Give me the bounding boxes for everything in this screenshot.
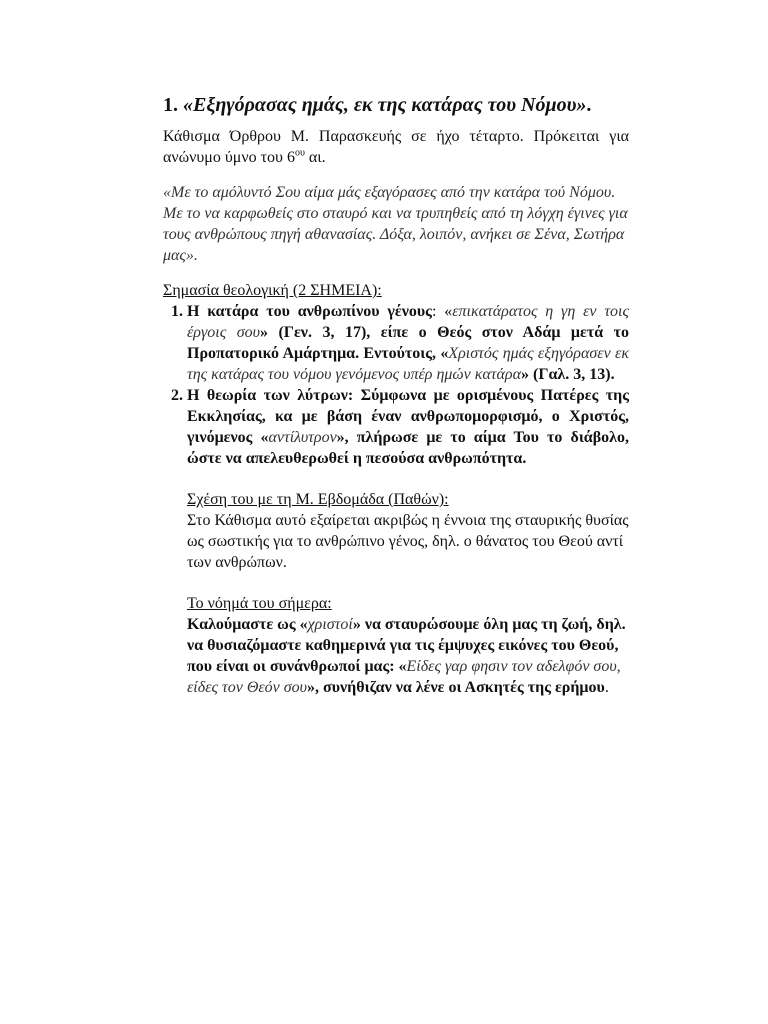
point1-quote-genesis: επικατάρατος η γη εν τοις έργοις σου [187, 303, 629, 341]
point1-label: Η κατάρα του ανθρωπίνου γένους [187, 303, 432, 320]
point1-text: » (Γεν. 3, 17), είπε ο Θεός στον Αδάμ μετά το Προπατορικό Αμάρτημα. Εντούτοις, « [187, 324, 629, 362]
holyweek-text: Στο Κάθισμα αυτό εξαίρεται ακριβώς η έννοια της σταυρικής θυσίας ως σωστικής για το ανθρώπινο γένος, δηλ. ο θάνατος του Θεού αντί των ανθρώπων. [187, 512, 629, 571]
hymn-translation: «Με το αμόλυντό Σου αίμα μάς εξαγόρασες από την κατάρα τού Νόμου. Με το να καρφωθείς στο σταυρό και να τρυπηθείς από τη λόγχη έγινες για τους ανθρώπους πηγή αθανασίας. Δόξα, λοιπόν, ανήκει σε Σένα, Σωτήρα μας». [163, 184, 628, 264]
holyweek-heading: Σχέση του με τη Μ. Εβδομάδα (Παθών): [187, 491, 449, 508]
today-text-a: Καλούμαστε ως « [187, 616, 308, 633]
theology-points-list [163, 301, 629, 469]
intro-superscript: ου [294, 147, 305, 159]
theology-point-curse [187, 301, 629, 385]
today-period: . [604, 679, 609, 696]
point1-reference: » (Γαλ. 3, 13). [520, 366, 615, 383]
today-text-e: », συνήθιζαν να λένε οι Ασκητές της ερήμου [307, 679, 605, 696]
point2-quote-ransom: αντίλυτρον [268, 429, 337, 446]
today-quote-ascetics: Είδες γαρ φησιν τον αδελφόν σου, είδες τον Θεόν σου [187, 658, 621, 696]
today-heading: Το νόημά του σήμερα: [187, 595, 332, 612]
intro-paragraph [163, 126, 629, 168]
theology-point-ransom [187, 385, 629, 469]
point1-colon: : « [431, 303, 453, 320]
intro-text: Κάθισμα Όρθρου Μ. Παρασκευής σε ήχο τέταρτο. Πρόκειται για ανώνυμο ύμνο του 6 [163, 128, 629, 166]
intro-tail: αι. [304, 149, 326, 166]
holyweek-section [187, 489, 629, 573]
title-quote: «Εξηγόρασας ημάς, εκ της κατάρας του Νόμου» [183, 94, 587, 116]
point1-quote-galatians: Χριστός ημάς εξηγόρασεν εκ της κατάρας του νόμου γενόμενος υπέρ ημών κατάρα [187, 345, 629, 383]
point2-tail: », πλήρωσε με το αίμα Του το διάβολο, ώστε να απελευθερωθεί η πεσούσα ανθρωπότητα. [187, 429, 629, 467]
document-title [163, 92, 629, 118]
theology-heading: Σημασία θεολογική (2 ΣΗΜΕΙΑ): [163, 282, 382, 299]
document-page [163, 92, 629, 718]
today-text [187, 614, 629, 698]
title-number: 1. [163, 94, 183, 116]
today-section [187, 593, 629, 698]
point2-text: Η θεωρία των λύτρων: Σύμφωνα με ορισμένους Πατέρες της Εκκλησίας, κα με βάση έναν ανθρωπομορφισμό, ο Χριστός, γινόμενος « [187, 387, 629, 446]
today-quote-christs: χριστοί [307, 616, 353, 633]
today-text-c: » να σταυρώσουμε όλη μας τη ζωή, δηλ. να θυσιαζόμαστε καθημερινά για τις έμψυχες εικόνες του Θεού, που είναι οι συνάνθρωποί μας: « [187, 616, 626, 675]
title-period: . [586, 94, 592, 116]
